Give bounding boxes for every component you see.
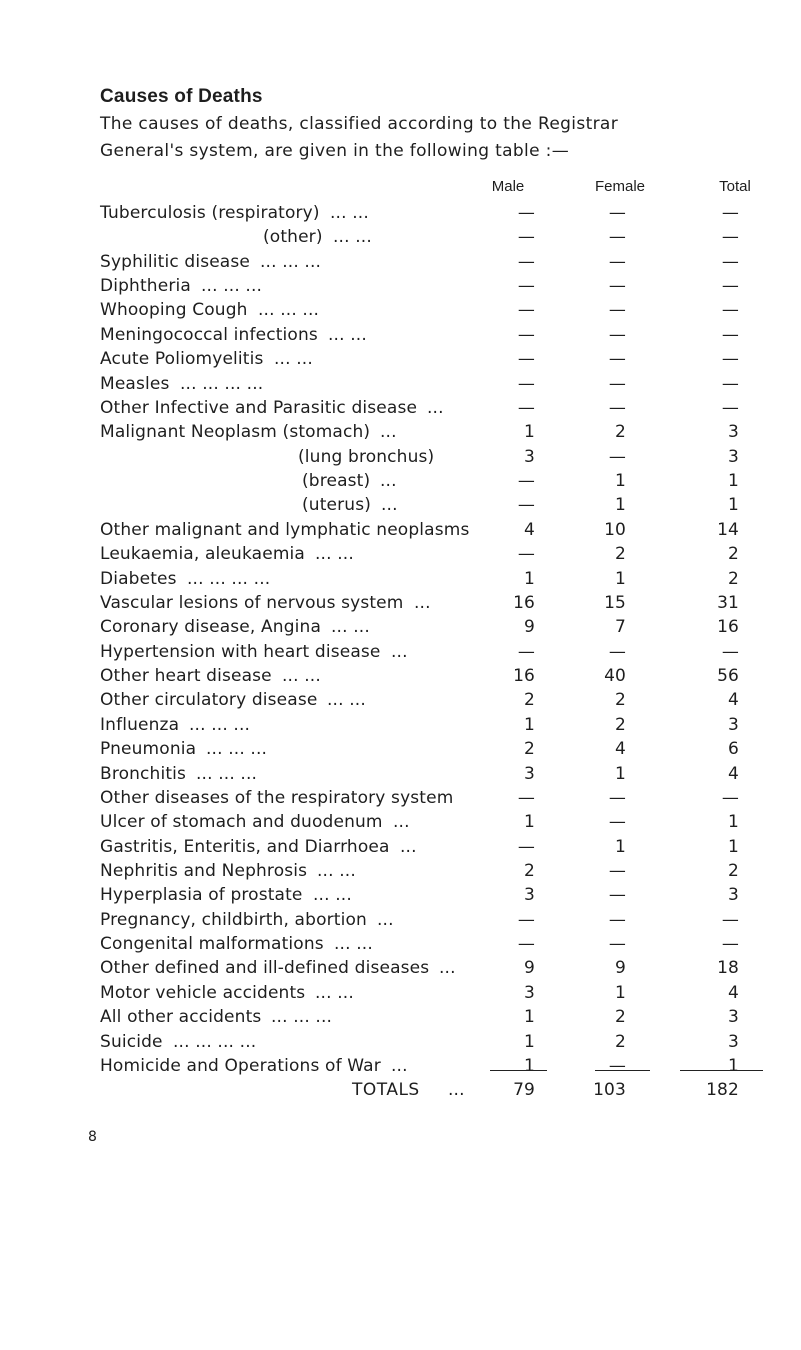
total-value: 1 <box>728 836 739 857</box>
male-value: 3 <box>524 982 535 1003</box>
female-value: 1 <box>615 836 626 857</box>
male-value: — <box>517 544 535 565</box>
male-value: 1 <box>524 1055 535 1076</box>
header-male: Male <box>491 178 525 195</box>
dot-leader: ... ... <box>282 666 321 687</box>
table-row <box>0 934 801 958</box>
dot-leader: ... ... ... <box>206 739 268 760</box>
dot-leader: ... ... ... <box>201 276 263 297</box>
total-value: 2 <box>728 544 739 565</box>
page-number: 8 <box>88 1129 97 1145</box>
total-value: 16 <box>717 617 739 638</box>
female-value: 15 <box>604 592 626 613</box>
female-value: — <box>608 641 626 662</box>
cause-label: Vascular lesions of nervous system <box>100 592 404 613</box>
male-value: — <box>517 203 535 223</box>
table-row <box>0 544 801 568</box>
intro-line-2: General's system, are given in the following table :— <box>100 141 570 161</box>
male-value: 2 <box>524 860 535 881</box>
table-row <box>0 203 801 227</box>
female-value: 4 <box>615 739 626 760</box>
table-row <box>0 690 801 714</box>
female-value: — <box>608 251 626 272</box>
table-row <box>0 520 801 544</box>
dot-leader: ... <box>400 836 417 857</box>
total-value: 4 <box>728 763 739 784</box>
total-value: 56 <box>717 666 739 687</box>
male-value: 16 <box>513 666 535 687</box>
table-row <box>0 276 801 300</box>
table-row <box>0 593 801 617</box>
total-value: — <box>721 349 739 370</box>
female-value: — <box>608 397 626 418</box>
table-row <box>0 471 801 495</box>
male-value: 2 <box>524 690 535 711</box>
female-value: — <box>608 324 626 345</box>
male-value: 16 <box>513 592 535 613</box>
table-row <box>0 300 801 324</box>
dot-leader: ... ... <box>315 544 354 565</box>
cause-label: (other) <box>263 227 323 248</box>
male-value: 1 <box>524 1031 535 1052</box>
male-value: 9 <box>524 617 535 638</box>
dot-leader: ... ... <box>313 885 352 906</box>
male-value: 1 <box>524 1007 535 1028</box>
cause-label: Pregnancy, childbirth, abortion <box>100 909 367 930</box>
total-value: 2 <box>728 568 739 589</box>
male-value: — <box>517 836 535 857</box>
table-row <box>0 1032 801 1056</box>
table-row <box>0 739 801 763</box>
total-value: 3 <box>728 885 739 906</box>
male-value: 2 <box>524 739 535 760</box>
total-rule-total <box>680 1070 763 1071</box>
cause-label: Gastritis, Enteritis, and Diarrhoea <box>100 836 390 857</box>
cause-label: Meningococcal infections <box>100 324 318 345</box>
female-value: — <box>608 227 626 248</box>
dot-leader: ... ... <box>315 982 354 1003</box>
female-value: 1 <box>615 471 626 492</box>
male-value: — <box>517 934 535 955</box>
female-value: 2 <box>615 1031 626 1052</box>
male-value: — <box>517 397 535 418</box>
cause-label: Bronchitis <box>100 763 187 784</box>
total-value: — <box>721 373 739 394</box>
dot-leader: ... ... ... <box>189 714 251 735</box>
male-value: 9 <box>524 958 535 979</box>
total-value: 2 <box>728 860 739 881</box>
female-value: — <box>608 446 626 467</box>
cause-label: Suicide <box>100 1031 163 1052</box>
male-value: 3 <box>524 446 535 467</box>
female-value: 2 <box>615 690 626 711</box>
female-value: 2 <box>615 1007 626 1028</box>
total-value: — <box>721 909 739 930</box>
table-row <box>0 495 801 519</box>
dot-leader: ... ... <box>330 203 369 223</box>
dot-leader: ... <box>391 1055 408 1076</box>
total-value: 18 <box>717 958 739 979</box>
table-row <box>0 617 801 641</box>
cause-label: Pneumonia <box>100 739 197 760</box>
female-value: — <box>608 276 626 297</box>
table-row <box>0 1056 801 1080</box>
table-row <box>0 812 801 836</box>
cause-label: Other circulatory disease <box>100 690 318 711</box>
female-value: — <box>608 885 626 906</box>
cause-label: Homicide and Operations of War <box>100 1055 381 1076</box>
total-value: 1 <box>728 812 739 833</box>
dot-leader: ... ... <box>327 690 366 711</box>
female-value: 2 <box>615 714 626 735</box>
table-row <box>0 983 801 1007</box>
female-value: — <box>608 860 626 881</box>
cause-label: Other heart disease <box>100 666 272 687</box>
female-value: — <box>608 300 626 321</box>
cause-label: (lung bronchus) <box>298 446 435 467</box>
total-value: 14 <box>717 519 739 540</box>
cause-label: Hyperplasia of prostate <box>100 885 303 906</box>
page-title: Causes of Deaths <box>100 86 263 107</box>
male-value: — <box>517 471 535 492</box>
cause-label: Motor vehicle accidents <box>100 982 306 1003</box>
cause-label: All other accidents <box>100 1007 262 1028</box>
total-rule-female <box>595 1070 650 1071</box>
dot-leader: ... <box>439 958 456 979</box>
total-value: 3 <box>728 422 739 443</box>
cause-label: Influenza <box>100 714 180 735</box>
cause-label: (breast) <box>302 471 371 492</box>
male-value: 3 <box>524 763 535 784</box>
female-value: 2 <box>615 422 626 443</box>
table-row <box>0 374 801 398</box>
cause-label: Whooping Cough <box>100 300 248 321</box>
dot-leader: ... <box>393 812 410 833</box>
dot-leader: ... <box>380 471 397 492</box>
female-value: 1 <box>615 763 626 784</box>
male-value: — <box>517 324 535 345</box>
table-row <box>0 861 801 885</box>
female-value: 9 <box>615 958 626 979</box>
male-value: — <box>517 373 535 394</box>
totals-row <box>0 1080 801 1104</box>
male-value: — <box>517 300 535 321</box>
dot-leader: ... ... ... <box>196 763 258 784</box>
total-value: — <box>721 251 739 272</box>
total-value: 3 <box>728 446 739 467</box>
female-value: — <box>608 787 626 808</box>
table-row <box>0 715 801 739</box>
table-row <box>0 642 801 666</box>
total-value: 1 <box>728 1055 739 1076</box>
totals-label: TOTALS <box>352 1080 420 1100</box>
dot-leader: ... <box>391 641 408 662</box>
male-value: 1 <box>524 812 535 833</box>
male-value: — <box>517 641 535 662</box>
dot-leader: ... ... ... ... <box>180 373 264 394</box>
table-row <box>0 447 801 471</box>
table-row <box>0 788 801 812</box>
female-value: 1 <box>615 568 626 589</box>
male-value: — <box>517 251 535 272</box>
cause-label: Other malignant and lymphatic neoplasms <box>100 519 470 540</box>
cause-label: Acute Poliomyelitis <box>100 349 264 370</box>
dot-leader: ... <box>381 495 398 516</box>
dot-leader: ... ... ... <box>260 251 322 272</box>
female-value: — <box>608 909 626 930</box>
dot-leader: ... ... <box>328 324 367 345</box>
total-value: 1 <box>728 471 739 492</box>
cause-label: Other defined and ill-defined diseases <box>100 958 430 979</box>
cause-label: Congenital malformations <box>100 934 324 955</box>
female-value: 10 <box>604 519 626 540</box>
female-value: 7 <box>615 617 626 638</box>
male-value: — <box>517 227 535 248</box>
table-row <box>0 252 801 276</box>
intro-line-1: The causes of deaths, classified according to the Registrar <box>100 114 619 134</box>
table-row <box>0 910 801 934</box>
total-value: 3 <box>728 1031 739 1052</box>
female-value: 1 <box>615 982 626 1003</box>
table-row <box>0 666 801 690</box>
cause-label: Nephritis and Nephrosis <box>100 860 308 881</box>
female-value: — <box>608 1055 626 1076</box>
table-row <box>0 227 801 251</box>
dot-leader: ... ... <box>317 860 356 881</box>
header-total: Total <box>719 178 751 195</box>
total-value: 3 <box>728 1007 739 1028</box>
male-value: 1 <box>524 714 535 735</box>
cause-label: Hypertension with heart disease <box>100 641 381 662</box>
table-row <box>0 885 801 909</box>
cause-label: Malignant Neoplasm (stomach) <box>100 422 371 443</box>
table-row <box>0 1007 801 1031</box>
total-value: 31 <box>717 592 739 613</box>
total-value: — <box>721 641 739 662</box>
totals-male: 79 <box>513 1080 535 1100</box>
total-rule-male <box>490 1070 547 1071</box>
total-value: 3 <box>728 714 739 735</box>
female-value: — <box>608 203 626 223</box>
total-value: — <box>721 324 739 345</box>
female-value: 2 <box>615 544 626 565</box>
table-row <box>0 958 801 982</box>
table-row <box>0 837 801 861</box>
total-value: 4 <box>728 690 739 711</box>
dot-leader: ... <box>380 422 397 443</box>
male-value: — <box>517 495 535 516</box>
male-value: — <box>517 787 535 808</box>
cause-label: Leukaemia, aleukaemia <box>100 544 305 565</box>
table-row <box>0 422 801 446</box>
cause-label: Other diseases of the respiratory system <box>100 787 454 808</box>
cause-label: Ulcer of stomach and duodenum <box>100 812 383 833</box>
female-value: — <box>608 373 626 394</box>
total-value: — <box>721 397 739 418</box>
dot-leader: ... ... <box>331 617 370 638</box>
male-value: 3 <box>524 885 535 906</box>
male-value: 4 <box>524 519 535 540</box>
female-value: — <box>608 812 626 833</box>
table-row <box>0 325 801 349</box>
dot-leader: ... <box>414 592 431 613</box>
total-value: — <box>721 934 739 955</box>
female-value: 40 <box>604 666 626 687</box>
dot-leader: ... ... ... <box>271 1007 333 1028</box>
totals-female: 103 <box>593 1080 626 1100</box>
totals-total: 182 <box>706 1080 739 1100</box>
dot-leader: ... <box>427 397 444 418</box>
table-row <box>0 569 801 593</box>
dot-leader: ... ... ... ... <box>187 568 271 589</box>
total-value: — <box>721 227 739 248</box>
cause-label: Measles <box>100 373 170 394</box>
total-value: 1 <box>728 495 739 516</box>
cause-label: (uterus) <box>302 495 371 516</box>
male-value: 1 <box>524 422 535 443</box>
cause-label: Diphtheria <box>100 276 191 297</box>
dot-leader: ... ... ... ... <box>173 1031 257 1052</box>
dot-leader: ... <box>448 1080 465 1100</box>
female-value: 1 <box>615 495 626 516</box>
male-value: — <box>517 349 535 370</box>
cause-label: Coronary disease, Angina <box>100 617 322 638</box>
cause-label: Tuberculosis (respiratory) <box>100 203 320 223</box>
dot-leader: ... ... ... <box>258 300 320 321</box>
cause-label: Diabetes <box>100 568 177 589</box>
table-row <box>0 764 801 788</box>
total-value: — <box>721 787 739 808</box>
dot-leader: ... ... <box>274 349 313 370</box>
total-value: — <box>721 203 739 223</box>
cause-label: Syphilitic disease <box>100 251 250 272</box>
table-row <box>0 398 801 422</box>
male-value: — <box>517 276 535 297</box>
female-value: — <box>608 934 626 955</box>
dot-leader: ... ... <box>333 227 372 248</box>
total-value: — <box>721 276 739 297</box>
male-value: — <box>517 909 535 930</box>
dot-leader: ... <box>377 909 394 930</box>
dot-leader: ... ... <box>334 934 373 955</box>
female-value: — <box>608 349 626 370</box>
cause-label: Other Infective and Parasitic disease <box>100 397 418 418</box>
header-female: Female <box>594 178 646 195</box>
total-value: 6 <box>728 739 739 760</box>
total-value: — <box>721 300 739 321</box>
total-value: 4 <box>728 982 739 1003</box>
male-value: 1 <box>524 568 535 589</box>
table-row <box>0 349 801 373</box>
